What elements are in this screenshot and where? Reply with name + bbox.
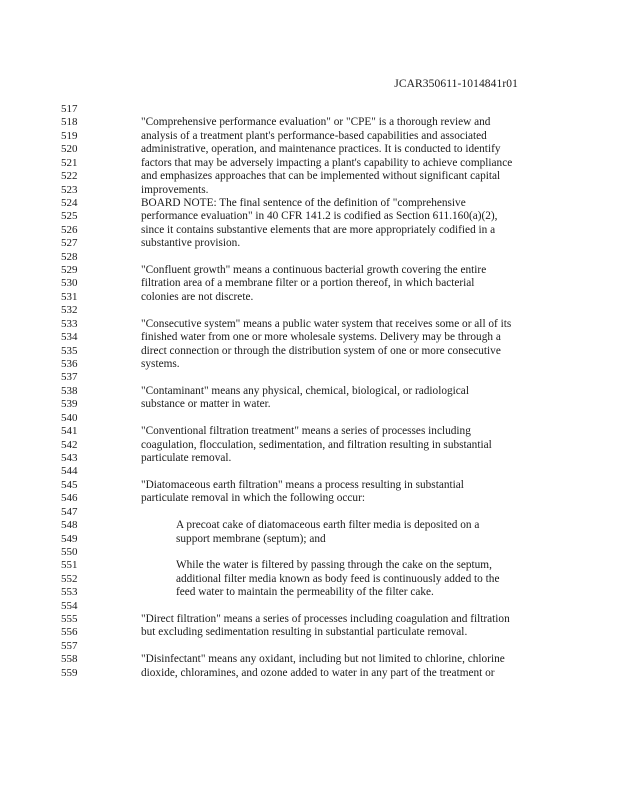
document-line xyxy=(0,358,618,371)
line-text: and emphasizes approaches that can be implemented without significant capital xyxy=(141,170,501,183)
line-text: particulate removal in which the following occur: xyxy=(141,492,365,505)
line-number: 551 xyxy=(61,559,78,572)
line-text: "Direct filtration" means a series of processes including coagulation and filtration xyxy=(141,613,510,626)
document-line xyxy=(0,452,618,465)
line-number: 540 xyxy=(61,411,78,424)
line-number: 530 xyxy=(61,277,78,290)
line-number: 538 xyxy=(61,384,78,397)
line-number: 535 xyxy=(61,344,78,357)
line-number: 534 xyxy=(61,331,78,344)
document-line xyxy=(0,439,618,452)
line-text: "Conventional filtration treatment" means a series of processes including xyxy=(141,425,471,438)
line-text: since it contains substantive elements that are more appropriately codified in a xyxy=(141,223,496,236)
line-text: A precoat cake of diatomaceous earth filter media is deposited on a xyxy=(176,519,480,532)
line-number: 528 xyxy=(61,250,78,263)
document-line xyxy=(0,143,618,156)
line-text: colonies are not discrete. xyxy=(141,290,254,303)
document-line xyxy=(0,667,618,680)
document-line xyxy=(0,519,618,532)
line-text: substantive provision. xyxy=(141,237,241,250)
line-text: administrative, operation, and maintenance practices. It is conducted to identify xyxy=(141,143,501,156)
document-line xyxy=(0,184,618,197)
line-number: 543 xyxy=(61,451,78,464)
document-line xyxy=(0,345,618,358)
document-line xyxy=(0,465,618,478)
document-line xyxy=(0,318,618,331)
line-number: 529 xyxy=(61,264,78,277)
line-number: 517 xyxy=(61,103,78,115)
line-text: "Diatomaceous earth filtration" means a process resulting in substantial xyxy=(141,478,464,491)
line-number: 533 xyxy=(61,317,78,330)
document-line xyxy=(0,653,618,666)
line-text: analysis of a treatment plant's performance-based capabilities and associated xyxy=(141,129,487,142)
line-number: 549 xyxy=(61,532,78,545)
line-number: 527 xyxy=(61,237,78,250)
line-text: systems. xyxy=(141,358,180,371)
line-number: 520 xyxy=(61,143,78,156)
line-text: support membrane (septum); and xyxy=(176,532,326,545)
document-line xyxy=(0,385,618,398)
line-number: 524 xyxy=(61,196,78,209)
document-line xyxy=(0,304,618,317)
document-line xyxy=(0,291,618,304)
line-number: 537 xyxy=(61,371,78,384)
document-line xyxy=(0,479,618,492)
document-line xyxy=(0,264,618,277)
line-number: 522 xyxy=(61,170,78,183)
line-number: 539 xyxy=(61,398,78,411)
line-number: 559 xyxy=(61,666,78,679)
line-number: 521 xyxy=(61,156,78,169)
document-line xyxy=(0,210,618,223)
line-number: 518 xyxy=(61,116,78,129)
document-line xyxy=(0,546,618,559)
line-number: 526 xyxy=(61,223,78,236)
line-number: 553 xyxy=(61,586,78,599)
line-text: additional filter media known as body feed is continuously added to the xyxy=(176,572,500,585)
document-line xyxy=(0,412,618,425)
line-text: BOARD NOTE: The final sentence of the definition of "comprehensive xyxy=(141,196,466,209)
document-line xyxy=(0,613,618,626)
line-number: 556 xyxy=(61,626,78,639)
line-number: 532 xyxy=(61,304,78,317)
line-text: particulate removal. xyxy=(141,451,232,464)
line-number: 523 xyxy=(61,183,78,196)
line-text: performance evaluation" in 40 CFR 141.2 is codified as Section 611.160(a)(2), xyxy=(141,210,498,223)
document-line xyxy=(0,425,618,438)
line-text: "Confluent growth" means a continuous bacterial growth covering the entire xyxy=(141,264,487,277)
line-text: substance or matter in water. xyxy=(141,398,271,411)
document-id: JCAR350611-1014841r01 xyxy=(394,78,518,90)
line-text: "Contaminant" means any physical, chemical, biological, or radiological xyxy=(141,384,469,397)
line-text: improvements. xyxy=(141,183,209,196)
document-line xyxy=(0,170,618,183)
line-number: 545 xyxy=(61,478,78,491)
document-line xyxy=(0,251,618,264)
document-line xyxy=(0,116,618,129)
document-line xyxy=(0,559,618,572)
document-line xyxy=(0,277,618,290)
document-line xyxy=(0,586,618,599)
document-line xyxy=(0,626,618,639)
line-number: 547 xyxy=(61,505,78,518)
document-line xyxy=(0,197,618,210)
line-number: 555 xyxy=(61,613,78,626)
line-number: 541 xyxy=(61,425,78,438)
line-text: coagulation, flocculation, sedimentation, and filtration resulting in substantial xyxy=(141,438,492,451)
line-number: 525 xyxy=(61,210,78,223)
line-text: "Consecutive system" means a public water system that receives some or all of its xyxy=(141,317,512,330)
document-line xyxy=(0,398,618,411)
line-text: "Disinfectant" means any oxidant, including but not limited to chlorine, chlorine xyxy=(141,653,505,666)
line-number: 519 xyxy=(61,129,78,142)
document-line xyxy=(0,371,618,384)
line-number: 550 xyxy=(61,545,78,558)
line-number: 536 xyxy=(61,358,78,371)
line-number: 546 xyxy=(61,492,78,505)
line-number: 531 xyxy=(61,290,78,303)
line-text: but excluding sedimentation resulting in substantial particulate removal. xyxy=(141,626,468,639)
line-number: 557 xyxy=(61,639,78,652)
line-text: dioxide, chloramines, and ozone added to water in any part of the treatment or xyxy=(141,666,495,679)
line-text: feed water to maintain the permeability of the filter cake. xyxy=(176,586,434,599)
line-text: factors that may be adversely impacting a plant's capability to achieve compliance xyxy=(141,156,513,169)
line-number: 552 xyxy=(61,572,78,585)
document-line xyxy=(0,640,618,653)
document-line xyxy=(0,506,618,519)
document-line xyxy=(0,157,618,170)
document-line xyxy=(0,224,618,237)
document-line xyxy=(0,573,618,586)
line-text: finished water from one or more wholesale systems. Delivery may be through a xyxy=(141,331,501,344)
document-body xyxy=(0,103,618,680)
line-text: "Comprehensive performance evaluation" or "CPE" is a thorough review and xyxy=(141,116,491,129)
line-number: 548 xyxy=(61,519,78,532)
document-line xyxy=(0,533,618,546)
line-number: 542 xyxy=(61,438,78,451)
line-number: 558 xyxy=(61,653,78,666)
line-number: 544 xyxy=(61,465,78,478)
line-text: direct connection or through the distribution system of one or more consecutive xyxy=(141,344,501,357)
line-number: 554 xyxy=(61,599,78,612)
document-line xyxy=(0,331,618,344)
document-line xyxy=(0,492,618,505)
line-text: While the water is filtered by passing through the cake on the septum, xyxy=(176,559,492,572)
document-line xyxy=(0,130,618,143)
document-line xyxy=(0,103,618,116)
document-line xyxy=(0,600,618,613)
line-text: filtration area of a membrane filter or a portion thereof, in which bacterial xyxy=(141,277,475,290)
document-line xyxy=(0,237,618,250)
